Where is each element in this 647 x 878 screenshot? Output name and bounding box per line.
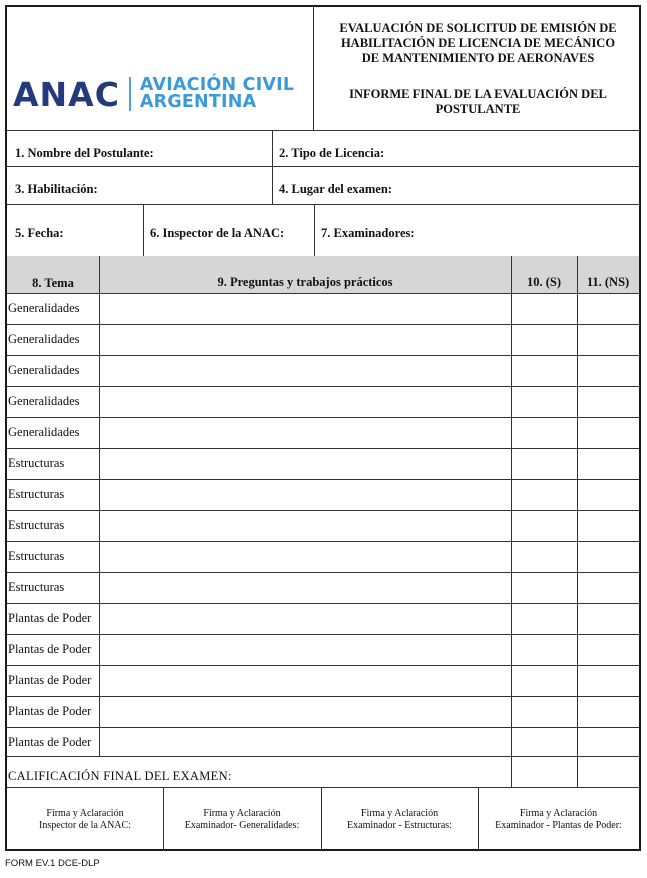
signature-inspector: [7, 808, 163, 832]
logo-line-1: AVIACIÓN CIVIL: [139, 75, 295, 95]
header-divider: [313, 7, 314, 130]
subtitle-line-1: INFORME FINAL DE LA EVALUACIÓN DEL: [349, 87, 607, 101]
signature-role: Examinador- Generalidades:: [184, 820, 300, 831]
row-tema: Estructuras: [8, 487, 65, 501]
rule: [7, 386, 639, 387]
row-tema: Generalidades: [8, 394, 80, 408]
row-tema: Generalidades: [8, 425, 80, 439]
row-tema: Generalidades: [8, 301, 80, 315]
rule: [7, 787, 639, 788]
signature-role: Examinador - Estructuras:: [347, 820, 452, 831]
logo-acronym: ANAC: [13, 74, 120, 114]
field-divider: [314, 204, 315, 256]
field-examinadores: 7. Examinadores:: [321, 226, 415, 240]
signature-label: Firma y Aclaración: [519, 808, 598, 819]
form-subtitle: [317, 87, 639, 117]
rule: [7, 696, 639, 697]
rule: [7, 448, 639, 449]
field-divider: [143, 204, 144, 256]
rule: [7, 130, 639, 131]
rule: [7, 355, 639, 356]
row-tema: Plantas de Poder: [8, 611, 92, 625]
anac-logo: [13, 69, 313, 119]
signature-role: Examinador - Plantas de Poder:: [495, 820, 622, 831]
field-nombre-postulante: 1. Nombre del Postulante:: [15, 146, 154, 160]
signature-label: Firma y Aclaración: [46, 808, 124, 819]
field-lugar-examen: 4. Lugar del examen:: [279, 182, 392, 196]
col-header-s: 10. (S): [526, 275, 562, 289]
rule: [7, 293, 639, 294]
form-title: [317, 21, 639, 66]
field-divider: [272, 130, 273, 204]
logo-divider: [129, 77, 131, 111]
logo-subtitle: [140, 77, 294, 111]
subtitle-line-2: POSTULANTE: [435, 102, 521, 116]
rule: [7, 204, 639, 205]
form-code: FORM EV.1 DCE-DLP: [5, 858, 100, 869]
col-header-tema: 8. Tema: [32, 276, 74, 290]
rule: [7, 166, 639, 167]
title-line-1: EVALUACIÓN DE SOLICITUD DE EMISIÓN DE: [339, 21, 617, 35]
row-tema: Plantas de Poder: [8, 735, 92, 749]
rule: [7, 479, 639, 480]
row-tema: Estructuras: [8, 518, 65, 532]
row-tema: Estructuras: [8, 456, 65, 470]
rule: [7, 665, 639, 666]
rule: [7, 756, 639, 757]
title-line-3: DE MANTENIMIENTO DE AERONAVES: [361, 51, 595, 65]
field-habilitacion: 3. Habilitación:: [15, 182, 98, 196]
field-fecha: 5. Fecha:: [15, 226, 64, 240]
rule: [7, 603, 639, 604]
signature-role: Inspector de la ANAC:: [39, 820, 131, 831]
row-tema: Plantas de Poder: [8, 704, 92, 718]
row-tema: Generalidades: [8, 363, 80, 377]
title-line-2: HABILITACIÓN DE LICENCIA DE MECÁNICO: [340, 36, 616, 50]
rule: [7, 727, 639, 728]
signature-label: Firma y Aclaración: [203, 808, 281, 819]
rule: [7, 572, 639, 573]
row-tema: Plantas de Poder: [8, 673, 92, 687]
col-header-ns: 11. (NS): [586, 275, 630, 289]
col-header-preguntas: 9. Preguntas y trabajos prácticos: [217, 275, 393, 289]
rule: [7, 417, 639, 418]
col-divider: [511, 256, 512, 787]
rule: [7, 634, 639, 635]
signature-examinador-estructuras: [321, 808, 478, 832]
evaluation-form: [5, 5, 641, 851]
col-divider: [99, 256, 100, 756]
field-tipo-licencia: 2. Tipo de Licencia:: [279, 146, 385, 160]
row-tema: Generalidades: [8, 332, 80, 346]
row-tema: Estructuras: [8, 580, 65, 594]
signature-examinador-generalidades: [163, 808, 321, 832]
rule: [7, 510, 639, 511]
row-tema: Plantas de Poder: [8, 642, 92, 656]
signature-label: Firma y Aclaración: [360, 808, 439, 819]
signature-examinador-plantas: [478, 808, 639, 832]
final-grade-label: CALIFICACIÓN FINAL DEL EXAMEN:: [8, 769, 232, 783]
col-divider: [577, 256, 578, 787]
logo-line-2: ARGENTINA: [139, 92, 257, 112]
row-tema: Estructuras: [8, 549, 65, 563]
rule: [7, 324, 639, 325]
rule: [7, 541, 639, 542]
field-inspector: 6. Inspector de la ANAC:: [150, 226, 285, 240]
